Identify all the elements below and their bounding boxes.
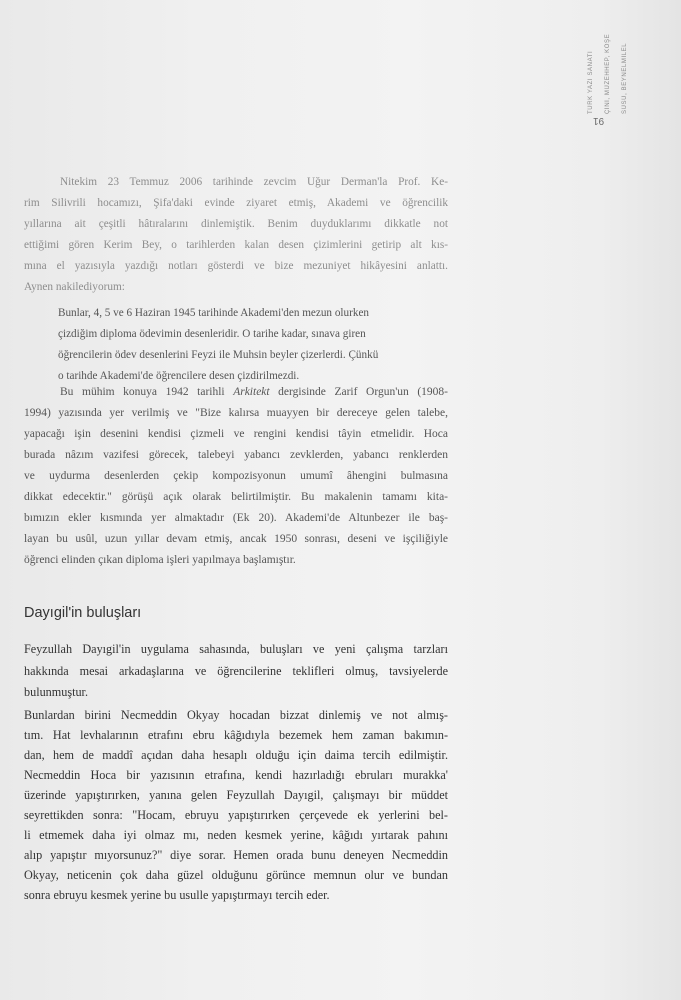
paragraph-line: dikkat edecektir." görüşü açık olarak belirtilmiştir. Bu makalenin tamamı kita- bbox=[24, 491, 448, 503]
paragraph-line bbox=[24, 382, 448, 403]
paragraph-line: seyrettikden sonra: "Hocam, ebruyu yapıştırırken çerçevede ek yerlerini bel- bbox=[24, 808, 448, 822]
quote-line: o tarihde Akademi'de öğrencilere desen çizdirilmezdi. bbox=[58, 370, 300, 382]
paragraph-line: burada nâzım vazifesi görecek, talebeyi yabancı zevklerden, yabancı renklerden bbox=[24, 449, 448, 461]
paragraph-3 bbox=[24, 639, 448, 704]
paragraph-line: tım. Hat levhalarının etrafını ebru kâğıdıyla bezemek hem zaman bakımın- bbox=[24, 728, 448, 742]
paragraph-line: yıllarına ait çeşitli hâtıralarını dinlemiştik. Benim duyduklarımı dikkatle not bbox=[24, 218, 448, 230]
paragraph-1 bbox=[24, 172, 448, 298]
quote-line: çizdiğim diploma ödevimin desenleridir. O tarihe kadar, sınava giren bbox=[58, 328, 366, 340]
journal-title: Arkitekt bbox=[233, 386, 270, 398]
running-header-line: ÇİNİ, MÜZEHHEP, KÖŞE bbox=[605, 33, 611, 114]
paragraph-line: alıp yapıştır mıyorsunuz?" diye sorar. Hemen orada bunu deneyen Necmeddin bbox=[24, 848, 448, 862]
quote-line: Bunlar, 4, 5 ve 6 Haziran 1945 tarihinde Akademi'den mezun olurken bbox=[58, 307, 369, 319]
running-header-line: SÜSÜ, BEYNELMİLEL bbox=[622, 42, 628, 114]
paragraph-line: Aynen nakilediyorum: bbox=[24, 281, 125, 293]
paragraph-line: li etmemek daha iyi olmaz mı, neden kesmek yerine, kâğıdı yırtarak pahını bbox=[24, 828, 448, 842]
section-heading: Dayıgil'in buluşları bbox=[24, 605, 142, 622]
paragraph-line: Bunlardan birini Necmeddin Okyay hocadan bizzat dinlemiş ve not almış- bbox=[24, 708, 448, 722]
paragraph-line: Nitekim 23 Temmuz 2006 tarihinde zevcim Uğur Derman'la Prof. Ke- bbox=[60, 176, 448, 188]
page-number: 91 bbox=[593, 115, 605, 126]
text-run: dergisinde Zarif Orgun'un (1908- bbox=[269, 386, 448, 398]
quote-line: öğrencilerin ödev desenlerini Feyzi ile Muhsin beyler çizerlerdi. Çünkü bbox=[58, 349, 379, 361]
paragraph-line: yapacağı işin desenini kendisi çizmeli ve rengini kendisi tâyin etmelidir. Hoca bbox=[24, 428, 448, 440]
text-run: Bu mühim konuya 1942 tarihli bbox=[60, 386, 234, 398]
running-header bbox=[588, 14, 628, 114]
paragraph-line: ve uydurma desenlerden çekip kompozisyonun umumî âhengini bulmasına bbox=[24, 470, 448, 482]
paragraph-line: hakkında mesai arkadaşlarına ve öğrencilerine teklifleri olmuş, tavsiyelerde bbox=[24, 663, 448, 678]
paragraph-line: bımızın ekler kısmında yer almaktadır (Ek 20). Akademi'de Altunbezer ile baş- bbox=[24, 512, 448, 524]
paragraph-2 bbox=[24, 382, 448, 571]
paragraph-line: sonra ebruyu kesmek yerine bu usulle yapıştırmayı tercih eder. bbox=[24, 888, 330, 902]
block-quote bbox=[58, 303, 448, 387]
paragraph-line: Necmeddin Hoca bir yazısının etrafına, kendi hazırladığı ebruları murakka' bbox=[24, 768, 448, 782]
paragraph-line: rim Silivrili hocamızı, Şifa'daki evinde ziyaret etmiş, Akademi ve öğrencilik bbox=[24, 197, 448, 209]
paragraph-line: öğrenci elinden çıkan diploma işleri yapılmaya başlamıştır. bbox=[24, 554, 296, 566]
paragraph-line: 1994) yazısında yer verilmiş ve "Bize kalırsa muayyen bir dereceye gelen talebe, bbox=[24, 407, 448, 419]
paragraph-line: mına el yazısıyla yazdığı notları gösterdi ve bize mezuniyet hikâyesini anlattı. bbox=[24, 260, 448, 272]
paragraph-line: Feyzullah Dayıgil'in uygulama sahasında, buluşları ve yeni çalışma tarzları bbox=[24, 642, 448, 656]
running-header-line: TÜRK YAZI SANATI bbox=[588, 50, 594, 114]
paragraph-line: dan, hem de maddî açıdan daha hesaplı olduğu için daima tercih edilmiştir. bbox=[24, 748, 448, 762]
paragraph-line: layan bu usûl, uzun yıllar devam etmiş, ancak 1950 sonrası, deseni ve işçiliğiyle bbox=[24, 533, 448, 545]
paragraph-line: Okyay, neticenin çok daha güzel olduğunu görünce memnun olur ve bundan bbox=[24, 868, 448, 882]
paragraph-line: üzerinde yapıştırırken, yanına gelen Feyzullah Dayıgil, çalışmayı bir müddet bbox=[24, 788, 448, 802]
paragraph-line: ettiğimi gören Kerim Bey, o tarihlerden kalan desen çizimlerini getirip alt kıs- bbox=[24, 239, 448, 251]
paragraph-line: bulunmuştur. bbox=[24, 685, 88, 699]
paragraph-4 bbox=[24, 705, 448, 905]
